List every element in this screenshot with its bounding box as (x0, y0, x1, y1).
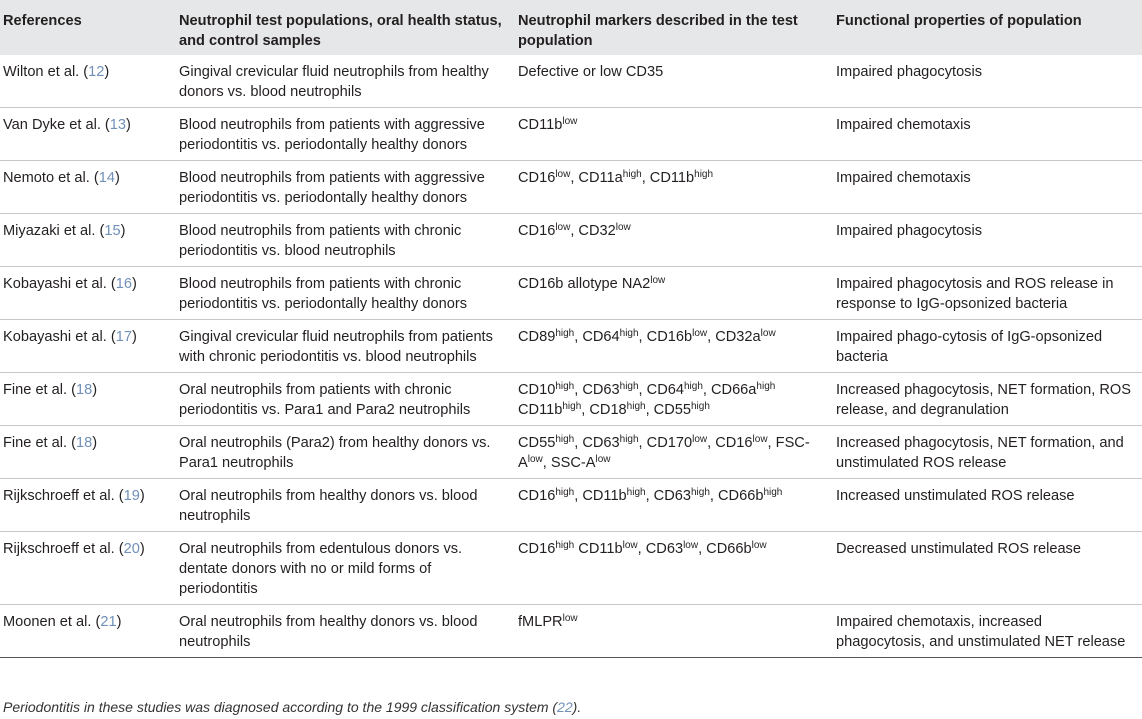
reference-link[interactable]: 13 (109, 117, 127, 133)
footnote-reference-link[interactable]: 22 (557, 699, 573, 715)
cell-function: Impaired phagocytosis and ROS release in response to IgG-opsonized bacteria (836, 276, 1114, 312)
footnote-close: ). (572, 699, 582, 715)
table-header (0, 0, 1142, 55)
reference-close: ) (92, 435, 98, 451)
marker-level: high (756, 381, 776, 392)
table-row (0, 55, 1142, 108)
marker-level: high (555, 328, 575, 339)
cell-markers (510, 214, 828, 267)
marker-name: , CD32 (570, 223, 616, 239)
marker-name: , CD66a (702, 382, 757, 398)
table-row (0, 161, 1142, 214)
reference-close: ) (104, 64, 110, 80)
marker-level: low (615, 222, 631, 233)
marker-level: high (626, 487, 646, 498)
cell-reference (0, 320, 171, 373)
cell-markers (510, 605, 828, 658)
reference-link[interactable]: 18 (76, 382, 93, 398)
marker-level: high (555, 381, 575, 392)
reference-link[interactable]: 14 (98, 170, 115, 186)
cell-population: Blood neutrophils from patients with aggressive periodontitis vs. periodontally healthy donors (179, 117, 485, 153)
cell-reference (0, 108, 171, 161)
marker-level: low (752, 434, 768, 445)
reference-author: Rijkschroeff et al. ( (3, 488, 124, 504)
cell-population: Oral neutrophils from healthy donors vs. blood neutrophils (179, 488, 478, 524)
cell-markers (510, 161, 828, 214)
marker-level: high (555, 487, 575, 498)
table-row (0, 479, 1142, 532)
marker-level: high (626, 401, 646, 412)
reference-close: ) (132, 276, 137, 292)
reference-link[interactable]: 16 (115, 276, 132, 292)
marker-level: high (555, 540, 575, 551)
marker-name: , FSC-A (518, 435, 810, 471)
table-row (0, 605, 1142, 658)
cell-population: Blood neutrophils from patients with chronic periodontitis vs. blood neutrophils (179, 223, 462, 259)
marker-level: low (562, 116, 578, 127)
reference-link[interactable]: 18 (76, 435, 93, 451)
marker-name: , CD11b (641, 170, 695, 186)
cell-function: Increased phagocytosis, NET formation, and unstimulated ROS release (836, 435, 1124, 471)
header-functions: Functional properties of population (836, 13, 1082, 29)
marker-name: CD16 (518, 541, 556, 557)
cell-markers (510, 55, 828, 108)
table-row (0, 532, 1142, 605)
reference-author: Moonen et al. ( (3, 614, 101, 630)
cell-reference (0, 214, 171, 267)
cell-function: Impaired chemotaxis (836, 117, 971, 133)
cell-reference (0, 373, 171, 426)
marker-name: , CD55 (645, 402, 691, 418)
cell-reference (0, 532, 171, 605)
reference-link[interactable]: 12 (88, 64, 105, 80)
marker-name: , CD66b (698, 541, 752, 557)
marker-name: CD11b (574, 541, 623, 557)
marker-name: Defective or low CD35 (518, 64, 664, 80)
marker-level: low (650, 275, 666, 286)
table-row (0, 373, 1142, 426)
reference-close: ) (114, 170, 120, 186)
reference-author: Wilton et al. ( (3, 64, 89, 80)
cell-function: Impaired phagocytosis (836, 223, 983, 239)
marker-name: , CD18 (581, 402, 627, 418)
marker-level: high (562, 401, 582, 412)
reference-close: ) (139, 541, 145, 557)
footnote-text: Periodontitis in these studies was diagnosed according to the 1999 classification system ( (3, 699, 558, 715)
cell-population: Oral neutrophils from patients with chronic periodontitis vs. Para1 and Para2 neutrophils (179, 382, 471, 418)
marker-level: low (692, 328, 708, 339)
marker-level: high (763, 487, 783, 498)
marker-name: , CD63 (637, 541, 684, 557)
cell-reference (0, 479, 171, 532)
cell-function: Increased phagocytosis, NET formation, ROS release, and degranulation (836, 382, 1131, 418)
cell-population: Blood neutrophils from patients with chronic periodontitis vs. periodontally healthy donors (179, 276, 467, 312)
marker-level: high (555, 434, 575, 445)
cell-population: Gingival crevicular fluid neutrophils from healthy donors vs. blood neutrophils (179, 64, 489, 100)
table-row (0, 214, 1142, 267)
marker-name: , CD63 (574, 435, 620, 451)
reference-link[interactable]: 20 (123, 541, 140, 557)
header-markers: Neutrophil markers described in the test population (518, 13, 798, 49)
marker-level: low (622, 540, 638, 551)
reference-author: Fine et al. ( (3, 382, 76, 398)
marker-name: , CD63 (645, 488, 691, 504)
cell-function: Impaired phagocytosis (836, 64, 983, 80)
reference-author: Kobayashi et al. ( (3, 329, 116, 345)
reference-author: Nemoto et al. ( (3, 170, 99, 186)
marker-name: , CD170 (638, 435, 693, 451)
marker-name: , CD63 (574, 382, 620, 398)
marker-level: low (595, 454, 611, 465)
marker-name: , CD64 (638, 382, 684, 398)
reference-close: ) (120, 223, 126, 239)
reference-author: Van Dyke et al. ( (3, 117, 110, 133)
marker-level: low (760, 328, 776, 339)
cell-markers (510, 532, 828, 605)
marker-name: , CD11b (574, 488, 627, 504)
reference-close: ) (139, 488, 145, 504)
cell-markers (510, 320, 828, 373)
marker-name: CD16b allotype NA2 (518, 276, 651, 292)
marker-name: , CD16b (638, 329, 693, 345)
marker-level: low (751, 540, 767, 551)
reference-close: ) (126, 117, 131, 133)
cell-reference (0, 161, 171, 214)
reference-author: Kobayashi et al. ( (3, 276, 116, 292)
marker-name: , CD32a (707, 329, 761, 345)
cell-function: Impaired chemotaxis, increased phagocytosis, and unstimulated NET release (836, 614, 1126, 650)
cell-function: Decreased unstimulated ROS release (836, 541, 1081, 557)
cell-population: Oral neutrophils (Para2) from healthy donors vs. Para1 neutrophils (179, 435, 491, 471)
table-row (0, 108, 1142, 161)
reference-author: Miyazaki et al. ( (3, 223, 105, 239)
marker-level: high (691, 487, 710, 498)
marker-name: , CD66b (709, 488, 764, 504)
marker-level: high (691, 401, 710, 412)
table-row (0, 267, 1142, 320)
marker-name: CD11b (518, 117, 563, 133)
cell-reference (0, 426, 171, 479)
table-row (0, 320, 1142, 373)
cell-reference (0, 605, 171, 658)
marker-level: high (694, 169, 714, 180)
cell-markers (510, 426, 828, 479)
table-footnote (3, 699, 581, 715)
reference-close: ) (116, 614, 122, 630)
reference-author: Rijkschroeff et al. ( (3, 541, 124, 557)
header-references: References (3, 13, 82, 29)
cell-markers (510, 373, 828, 426)
cell-markers (510, 479, 828, 532)
marker-name: , SSC-A (542, 455, 596, 471)
marker-name: CD10 (518, 382, 556, 398)
marker-level: low (555, 169, 571, 180)
cell-markers (510, 108, 828, 161)
marker-name: CD55 (518, 435, 556, 451)
reference-author: Fine et al. ( (3, 435, 76, 451)
marker-level: low (562, 613, 578, 624)
marker-level: high (619, 328, 639, 339)
cell-population: Oral neutrophils from edentulous donors vs. dentate donors with no or mild forms of periodontitis (179, 541, 463, 597)
marker-name: CD16 (518, 488, 556, 504)
cell-population: Blood neutrophils from patients with aggressive periodontitis vs. periodontally healthy donors (179, 170, 485, 206)
cell-reference (0, 55, 171, 108)
reference-link[interactable]: 15 (104, 223, 121, 239)
reference-close: ) (92, 382, 98, 398)
reference-link[interactable]: 19 (123, 488, 140, 504)
marker-name: fMLPR (518, 614, 563, 630)
marker-level: high (622, 169, 642, 180)
marker-level: low (692, 434, 708, 445)
marker-name: CD11b (518, 402, 563, 418)
marker-name: CD16 (518, 223, 556, 239)
cell-function: Impaired chemotaxis (836, 170, 971, 186)
marker-level: high (619, 434, 639, 445)
header-populations: Neutrophil test populations, oral health status, and control samples (179, 13, 502, 49)
reference-link[interactable]: 17 (115, 329, 132, 345)
cell-reference (0, 267, 171, 320)
header-row (0, 0, 1142, 55)
marker-name: CD16 (518, 170, 556, 186)
table-row (0, 426, 1142, 479)
table-body (0, 55, 1142, 658)
marker-level: high (683, 381, 703, 392)
marker-name: , CD16 (707, 435, 753, 451)
cell-population: Oral neutrophils from healthy donors vs. blood neutrophils (179, 614, 478, 650)
marker-level: high (619, 381, 639, 392)
marker-name: CD89 (518, 329, 556, 345)
marker-level: low (555, 222, 571, 233)
reference-close: ) (132, 329, 137, 345)
marker-name: , CD11a (570, 170, 623, 186)
cell-population: Gingival crevicular fluid neutrophils from patients with chronic periodontitis vs. blood neutrophils (179, 329, 493, 365)
marker-level: low (683, 540, 699, 551)
cell-markers (510, 267, 828, 320)
cell-function: Increased unstimulated ROS release (836, 488, 1075, 504)
reference-link[interactable]: 21 (100, 614, 117, 630)
cell-function: Impaired phago-cytosis of IgG-opsonized bacteria (836, 329, 1103, 365)
marker-name: , CD64 (574, 329, 620, 345)
marker-level: low (527, 454, 543, 465)
